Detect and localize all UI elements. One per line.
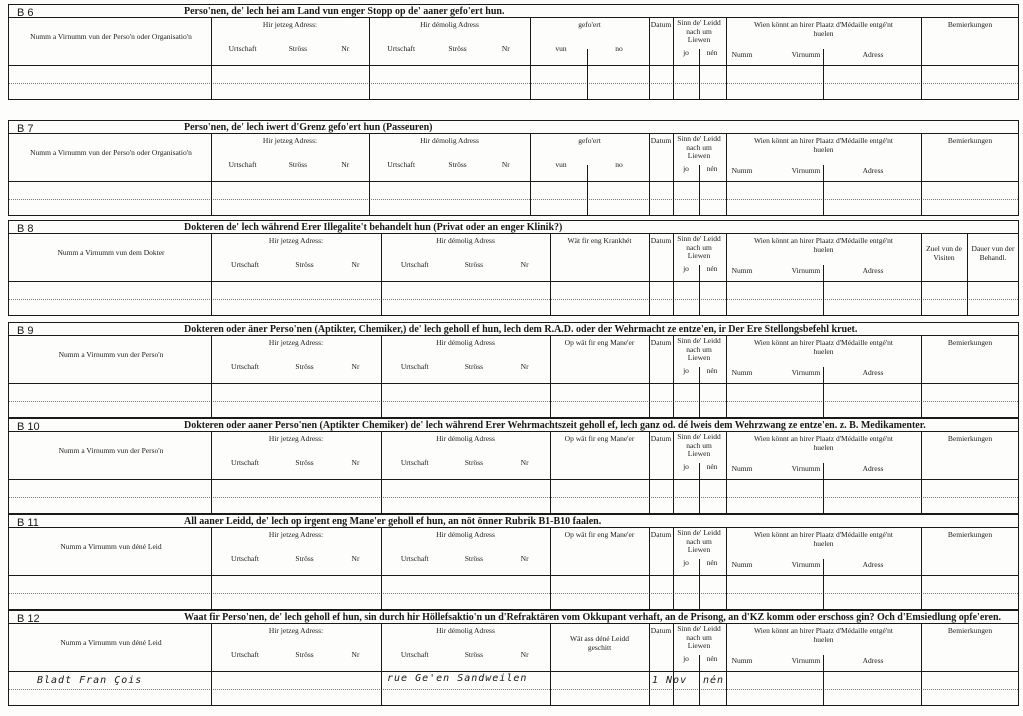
section-b12 (8, 610, 1019, 706)
medal-address-label: Adress (862, 656, 884, 665)
handwritten-name: Bladt Fran Çois (37, 675, 143, 686)
column-rule (381, 233, 382, 315)
date-header: Datum (650, 20, 672, 29)
current-number-label: Nr (351, 458, 360, 467)
column-rule (726, 233, 727, 315)
former-number-label: Nr (501, 44, 510, 53)
header-bottom-rule (9, 65, 1018, 66)
section-code: B 8 (17, 223, 34, 235)
former-street-label: Ströss (448, 160, 467, 169)
column-rule (550, 431, 551, 513)
section-title: Dokteren oder aaner Perso'nen (Aptikter Chemiker) de' lech während Erer Wehrmachtszeit geholl ef, lech ganz od. dé lweis dem Wehrzwang ze entze'en. z. B. Medikamenter. (184, 420, 926, 431)
manner-header: Op wät fir eng Mane'er (564, 434, 635, 443)
column-rule (550, 233, 551, 315)
name-column-header: Numm a Virnumm vun déné Leid (60, 542, 162, 551)
section-title: All aaner Leidd, de' lech op irgent eng Mane'er geholl ef hun, an nöt önner Rubrik B1-B10 faalen. (184, 516, 602, 527)
duration-header: Dauer vun der Behandl. (971, 244, 1015, 262)
visits-header: Zuel vun de Visiten (926, 244, 962, 262)
former-address-header: Hir démolig Adress (436, 434, 495, 443)
to-label: no (615, 160, 623, 169)
current-number-label: Nr (351, 554, 360, 563)
former-address-header: Hir démolig Adress (420, 20, 479, 29)
header-bottom-rule (9, 181, 1018, 182)
medal-header: Wien könnt an hirer Plaatz d'Médaille entgé'nt huelen (753, 434, 894, 452)
column-rule (673, 623, 674, 705)
name-column-header: Numm a Virnumm vun der Perso'n oder Organisatio'n (30, 32, 192, 41)
medal-subdivider (823, 165, 824, 215)
medal-header: Wien könnt an hirer Plaatz d'Médaille entgé'nt huelen (753, 236, 894, 254)
current-town-label: Urtschaft (231, 554, 259, 563)
column-rule (211, 233, 212, 315)
handwritten-alive: nén (703, 675, 725, 686)
medal-subdivider (823, 463, 824, 513)
alive-no-label: nén (706, 366, 718, 375)
current-town-label: Urtschaft (231, 260, 259, 269)
section-title: Perso'nen, de' lech hei am Land vun enger Stopp op de' aaner gefo'ert hun. (184, 6, 505, 17)
column-rule (381, 431, 382, 513)
section-code: B 12 (17, 613, 40, 625)
alive-subdivider (699, 265, 700, 315)
current-street-label: Ströss (295, 458, 314, 467)
column-rule (726, 431, 727, 513)
header-bottom-rule (9, 479, 1018, 480)
current-number-label: Nr (341, 160, 350, 169)
alive-no-label: nén (706, 462, 718, 471)
to-label: no (615, 44, 623, 53)
section-b6 (8, 4, 1019, 100)
header-bottom-rule (9, 281, 1018, 282)
header-rule (9, 335, 1018, 336)
name-column-header: Numm a Virnumm vun dem Dokter (57, 248, 165, 257)
former-town-label: Urtschaft (400, 362, 429, 371)
medal-subdivider (823, 49, 824, 99)
column-rule (967, 233, 968, 315)
section-b10 (8, 418, 1019, 514)
medal-surname-label: Numm (731, 464, 753, 473)
medal-address-label: Adress (862, 368, 884, 377)
medal-surname-label: Numm (731, 266, 753, 275)
current-number-label: Nr (351, 650, 360, 659)
column-rule (726, 133, 727, 215)
medal-firstname-label: Virnumm (791, 266, 821, 275)
medal-firstname-label: Virnumm (791, 368, 821, 377)
column-rule (726, 335, 727, 417)
former-town-label: Urtschaft (387, 44, 416, 53)
alive-header: Sinn de' Leidd nach um Liewen (677, 134, 721, 160)
column-rule (211, 527, 212, 609)
remarks-header: Bemierkungen (947, 626, 993, 635)
former-street-label: Ströss (464, 458, 484, 467)
name-column-header: Numm a Virnumm vun déné Leid (60, 638, 162, 647)
column-rule (211, 17, 212, 99)
alive-subdivider (699, 463, 700, 513)
medal-firstname-label: Virnumm (791, 560, 821, 569)
transported-header: gefo'ert (578, 136, 601, 145)
section-code: B 9 (17, 325, 34, 337)
name-column-header: Numm a Virnumm vun der Perso'n oder Organisatio'n (30, 148, 192, 157)
column-rule (211, 133, 212, 215)
column-rule (211, 623, 212, 705)
medal-firstname-label: Virnumm (791, 656, 821, 665)
former-town-label: Urtschaft (400, 650, 429, 659)
column-rule (673, 431, 674, 513)
header-bottom-rule (9, 383, 1018, 384)
medal-surname-label: Numm (731, 656, 753, 665)
section-b11 (8, 514, 1019, 610)
medal-surname-label: Numm (731, 166, 753, 175)
header-rule (9, 431, 1018, 432)
medal-subdivider (823, 265, 824, 315)
column-rule (673, 133, 674, 215)
current-town-label: Urtschaft (228, 160, 257, 169)
remarks-header: Bemierkungen (947, 530, 993, 539)
column-rule (921, 233, 922, 315)
section-title: Dokteren de' lech während Erer Illegalite't behandelt hun (Privat oder an enger Klinik?) (184, 222, 563, 233)
section-title: Dokteren oder äner Perso'nen (Aptikter, Chemiker,) de' lech geholl ef hun, lech dem R.A.D. oder der Wehrmacht ze entze'en, ir Der Ere Stellongsbefehl kruet. (184, 324, 858, 335)
column-rule (921, 133, 922, 215)
former-street-label: Ströss (464, 554, 484, 563)
current-address-header: Hir jetzeg Adress: (268, 626, 324, 635)
remarks-header: Bemierkungen (947, 338, 993, 347)
current-address-header: Hir jetzeg Adress: (262, 136, 318, 145)
column-rule (550, 623, 551, 705)
alive-no-label: nén (706, 264, 718, 273)
current-address-header: Hir jetzeg Adress: (268, 236, 324, 245)
section-code: B 11 (17, 517, 39, 529)
column-rule (369, 17, 370, 99)
section-b9 (8, 322, 1019, 418)
column-rule (673, 335, 674, 417)
alive-no-label: nén (706, 48, 718, 57)
former-address-header: Hir démolig Adress (436, 236, 495, 245)
former-street-label: Ströss (448, 44, 467, 53)
current-street-label: Ströss (295, 554, 314, 563)
medal-header: Wien könnt an hirer Plaatz d'Médaille entgé'nt huelen (753, 338, 894, 356)
medal-header: Wien könnt an hirer Plaatz d'Médaille entgé'nt huelen (753, 530, 894, 548)
header-rule (9, 133, 1018, 134)
header-rule (9, 17, 1018, 18)
former-address-header: Hir démolig Adress (436, 530, 495, 539)
column-rule (550, 527, 551, 609)
former-town-label: Urtschaft (400, 458, 429, 467)
section-code: B 7 (17, 123, 34, 135)
row-divider (9, 593, 1018, 594)
section-b8 (8, 220, 1019, 316)
current-address-header: Hir jetzeg Adress: (262, 20, 318, 29)
medal-firstname-label: Virnumm (791, 464, 821, 473)
column-rule (211, 431, 212, 513)
former-town-label: Urtschaft (400, 554, 429, 563)
alive-header: Sinn de' Leidd nach um Liewen (677, 528, 721, 554)
former-number-label: Nr (501, 160, 510, 169)
medal-subdivider (823, 655, 824, 705)
former-street-label: Ströss (464, 650, 484, 659)
column-rule (726, 527, 727, 609)
section-code: B 6 (17, 7, 34, 19)
current-street-label: Ströss (295, 260, 314, 269)
medal-surname-label: Numm (731, 50, 753, 59)
section-title: Perso'nen, de' lech iwert d'Grenz gefo'ert hun (Passeuren) (184, 122, 433, 133)
medal-subdivider (823, 367, 824, 417)
current-street-label: Ströss (295, 650, 314, 659)
medal-surname-label: Numm (731, 560, 753, 569)
remarks-header: Bemierkungen (947, 136, 993, 145)
alive-header: Sinn de' Leidd nach um Liewen (677, 18, 721, 44)
row-divider (9, 83, 1018, 84)
column-rule (921, 17, 922, 99)
medal-address-label: Adress (862, 464, 884, 473)
alive-yes-label: jo (683, 164, 689, 173)
remarks-header: Bemierkungen (947, 434, 993, 443)
handwritten-date: 1 Nov (652, 675, 688, 686)
former-number-label: Nr (520, 650, 529, 659)
medal-surname-label: Numm (731, 368, 753, 377)
current-town-label: Urtschaft (231, 362, 259, 371)
row-divider (9, 689, 1018, 690)
medal-subdivider (823, 559, 824, 609)
name-column-header: Numm a Virnumm vun der Perso'n (58, 350, 164, 359)
date-header: Datum (650, 530, 672, 539)
former-address-header: Hir démolig Adress (420, 136, 479, 145)
current-town-label: Urtschaft (228, 44, 257, 53)
medal-firstname-label: Virnumm (791, 50, 821, 59)
date-header: Datum (650, 434, 672, 443)
header-rule (9, 233, 1018, 234)
former-number-label: Nr (520, 554, 529, 563)
header-rule (9, 527, 1018, 528)
alive-header: Sinn de' Leidd nach um Liewen (677, 336, 721, 362)
row-divider (9, 299, 1018, 300)
illness-header: Wät fir eng Krankhét (567, 236, 632, 245)
current-number-label: Nr (341, 44, 350, 53)
medal-address-label: Adress (862, 50, 884, 59)
alive-no-label: nén (706, 654, 718, 663)
current-number-label: Nr (351, 260, 360, 269)
column-rule (673, 527, 674, 609)
current-town-label: Urtschaft (231, 458, 259, 467)
from-to-subdivider (587, 165, 588, 215)
alive-no-label: nén (706, 558, 718, 567)
current-street-label: Ströss (295, 362, 314, 371)
medal-header: Wien könnt an hirer Plaatz d'Médaille entgé'nt huelen (753, 20, 894, 38)
column-rule (726, 623, 727, 705)
alive-header: Sinn de' Leidd nach um Liewen (677, 432, 721, 458)
alive-subdivider (699, 367, 700, 417)
current-street-label: Ströss (288, 160, 308, 169)
column-rule (369, 133, 370, 215)
manner-header: Op wät fir eng Mane'er (564, 530, 635, 539)
former-address-header: Hir démolig Adress (436, 338, 495, 347)
header-bottom-rule (9, 671, 1018, 672)
alive-yes-label: jo (683, 48, 689, 57)
column-rule (921, 527, 922, 609)
manner-header: Op wät fir eng Mane'er (564, 338, 635, 347)
column-rule (381, 623, 382, 705)
handwritten-address: rue Ge'en Sandweilen (387, 673, 528, 684)
medal-header: Wien könnt an hirer Plaatz d'Médaille entgé'nt huelen (753, 136, 894, 154)
date-header: Datum (650, 136, 672, 145)
medal-header: Wien könnt an hirer Plaatz d'Médaille entgé'nt huelen (753, 626, 894, 644)
date-header: Datum (650, 236, 672, 245)
alive-header: Sinn de' Leidd nach um Liewen (677, 624, 721, 650)
transported-header: gefo'ert (578, 20, 601, 29)
column-rule (530, 17, 531, 99)
former-number-label: Nr (520, 458, 529, 467)
remarks-header: Bemierkungen (947, 20, 993, 29)
row-divider (9, 401, 1018, 402)
fate-header: Wät ass déné Leidd geschitt (570, 634, 629, 652)
current-address-header: Hir jetzeg Adress: (268, 530, 324, 539)
column-rule (530, 133, 531, 215)
medal-address-label: Adress (862, 166, 884, 175)
alive-header: Sinn de' Leidd nach um Liewen (677, 234, 721, 260)
section-title: Waat fir Perso'nen, de' lech geholl ef hun, sin durch hir Höllefsaktio'n un d'Refraktären vom Okkupant verhaft, an de Prisong, an d'KZ komm oder erschoss gin? Och d'Emsiedlung opfe'eren. (184, 612, 1002, 623)
former-street-label: Ströss (464, 260, 484, 269)
header-bottom-rule (9, 575, 1018, 576)
column-rule (921, 623, 922, 705)
from-label: vun (555, 160, 567, 169)
column-rule (673, 233, 674, 315)
section-b7 (8, 120, 1019, 216)
current-address-header: Hir jetzeg Adress: (268, 434, 324, 443)
row-divider (9, 497, 1018, 498)
header-rule (9, 623, 1018, 624)
medal-firstname-label: Virnumm (791, 166, 821, 175)
alive-subdivider (699, 559, 700, 609)
alive-no-label: nén (706, 164, 718, 173)
former-number-label: Nr (520, 260, 529, 269)
column-rule (550, 335, 551, 417)
alive-subdivider (699, 49, 700, 99)
former-town-label: Urtschaft (387, 160, 416, 169)
alive-subdivider (699, 165, 700, 215)
former-number-label: Nr (520, 362, 529, 371)
from-to-subdivider (587, 49, 588, 99)
column-rule (381, 335, 382, 417)
from-label: vun (555, 44, 567, 53)
column-rule (726, 17, 727, 99)
former-address-header: Hir démolig Adress (436, 626, 495, 635)
column-rule (921, 431, 922, 513)
current-street-label: Ströss (288, 44, 308, 53)
column-rule (381, 527, 382, 609)
medal-address-label: Adress (862, 560, 884, 569)
alive-yes-label: jo (683, 462, 689, 471)
current-address-header: Hir jetzeg Adress: (268, 338, 324, 347)
former-town-label: Urtschaft (400, 260, 429, 269)
former-street-label: Ströss (464, 362, 484, 371)
current-number-label: Nr (351, 362, 360, 371)
column-rule (211, 335, 212, 417)
alive-subdivider (699, 655, 700, 705)
alive-yes-label: jo (683, 558, 689, 567)
current-town-label: Urtschaft (231, 650, 259, 659)
alive-yes-label: jo (683, 654, 689, 663)
column-rule (673, 17, 674, 99)
name-column-header: Numm a Virnumm vun der Perso'n (58, 446, 164, 455)
alive-yes-label: jo (683, 264, 689, 273)
date-header: Datum (650, 626, 672, 635)
date-header: Datum (650, 338, 672, 347)
column-rule (921, 335, 922, 417)
row-divider (9, 199, 1018, 200)
medal-address-label: Adress (862, 266, 884, 275)
alive-yes-label: jo (683, 366, 689, 375)
section-code: B 10 (17, 421, 40, 433)
